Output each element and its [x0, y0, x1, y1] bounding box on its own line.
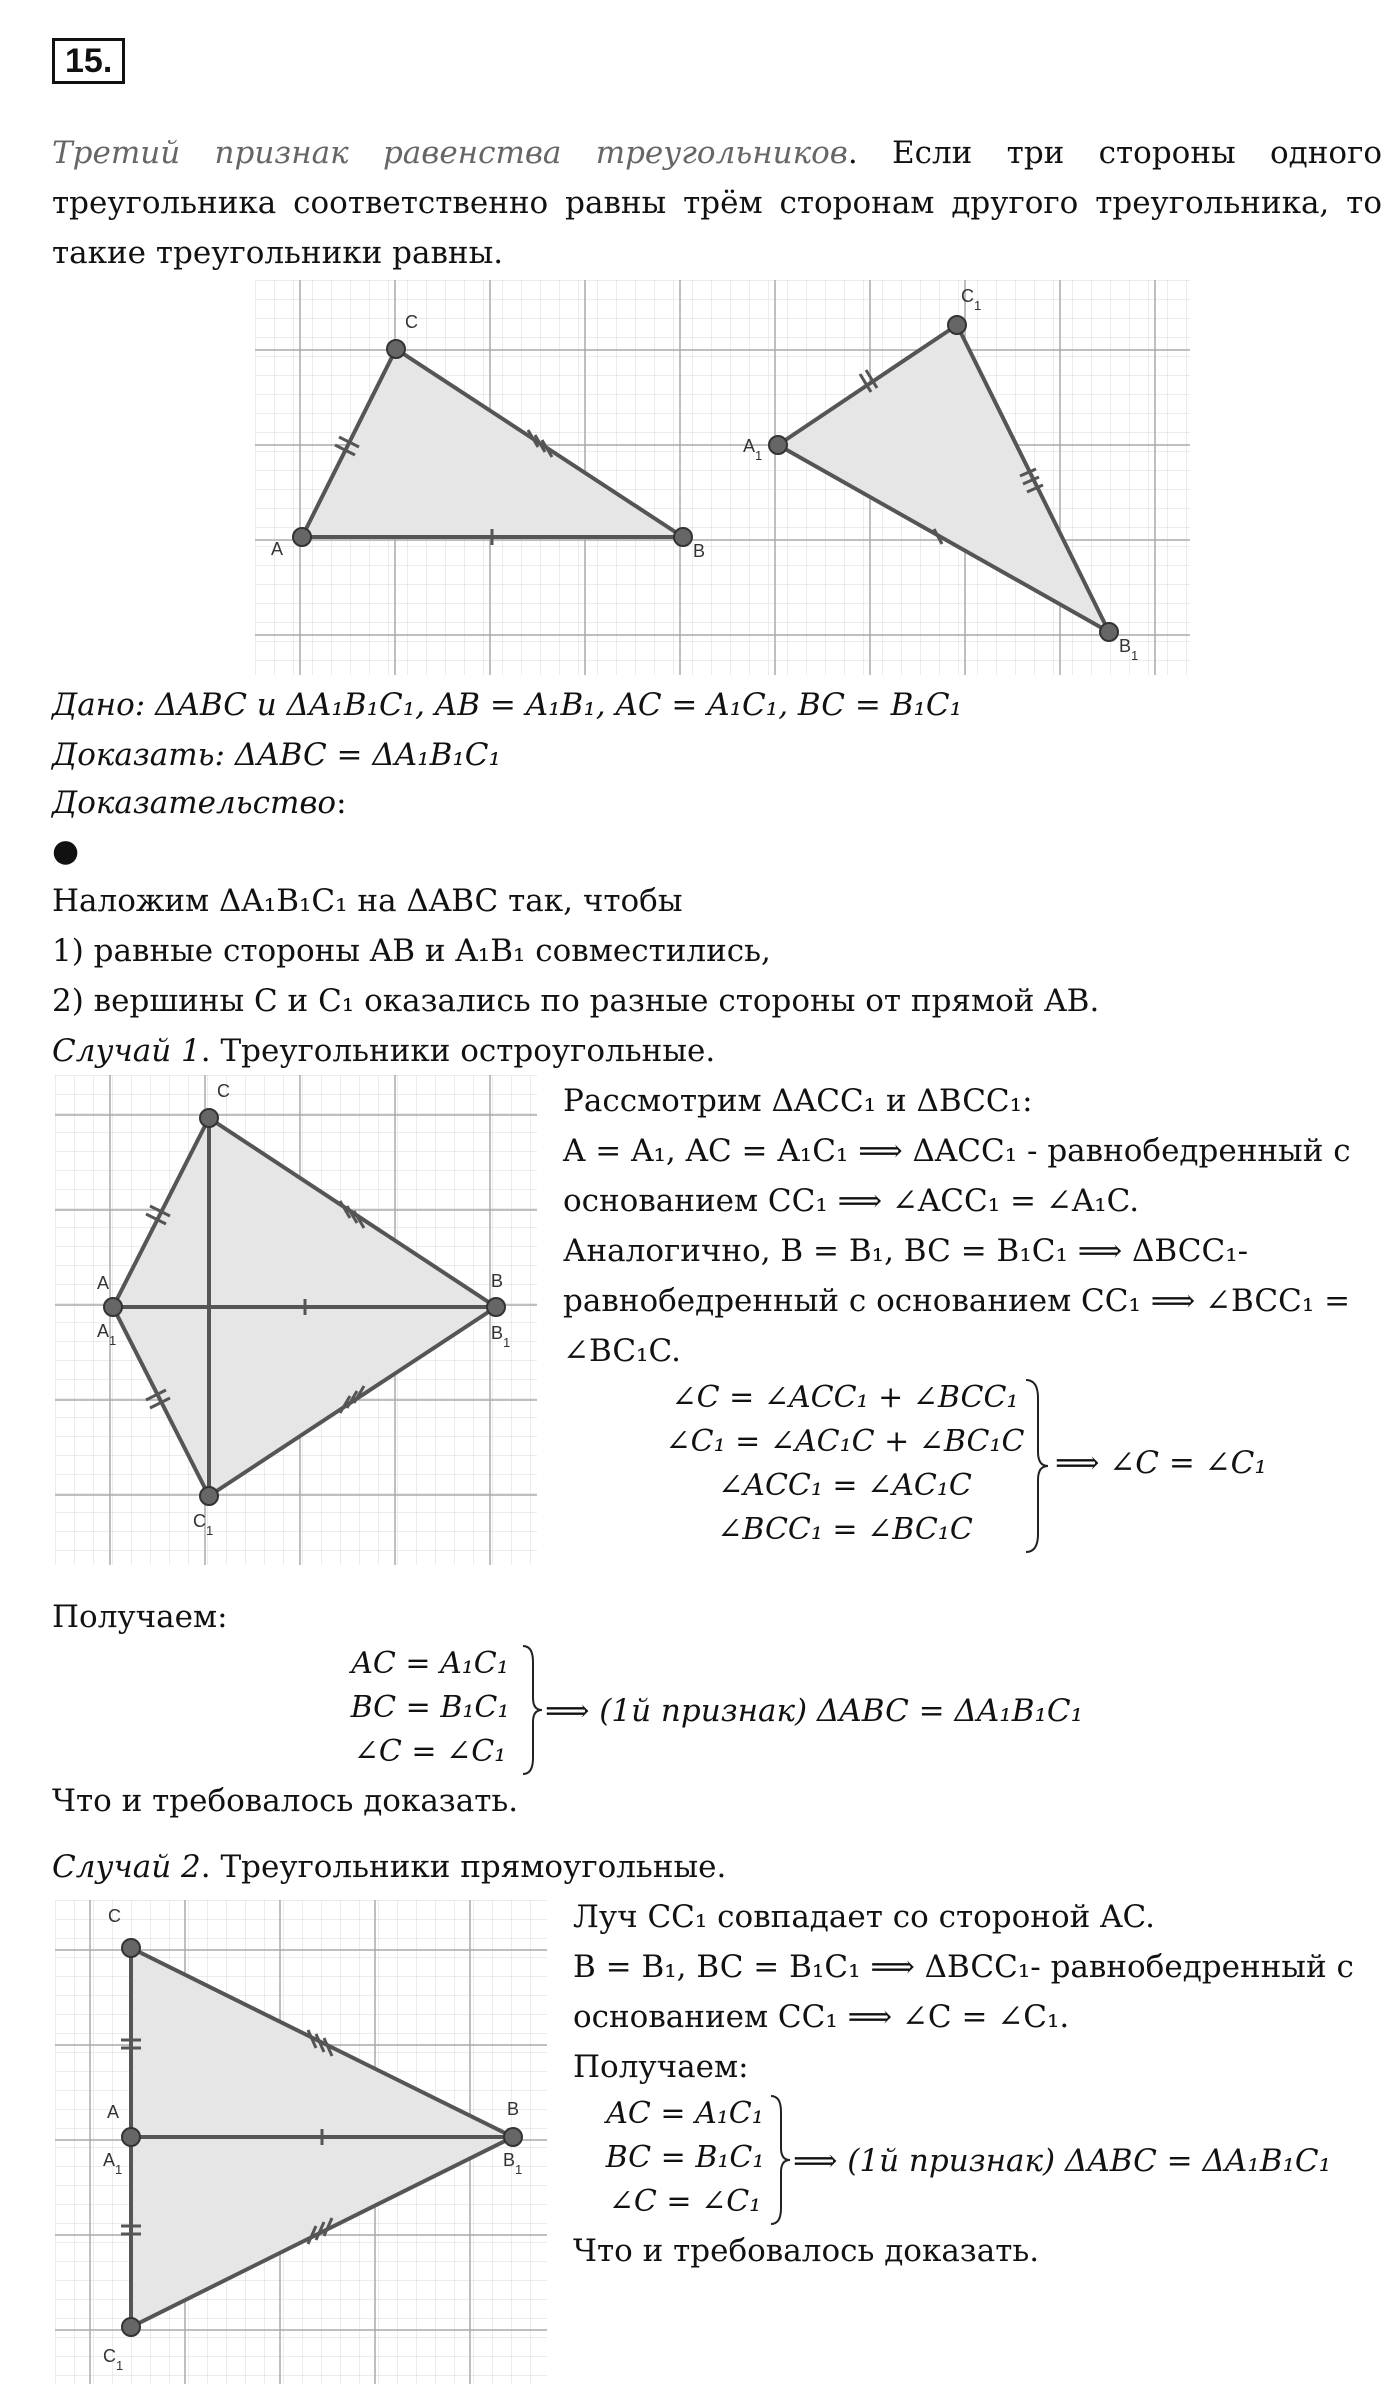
- case1-line-2: основанием CC₁ ⟹ ∠ACC₁ = ∠A₁C.: [563, 1183, 1140, 1219]
- case2-end: Что и требовалось доказать.: [573, 2233, 1040, 2269]
- proof-colon: :: [336, 785, 347, 821]
- conclusion1-brace: [520, 1644, 546, 1776]
- case2-system-row: AC = A₁C₁: [606, 2096, 764, 2131]
- given-text: : ΔABC и ΔA₁B₁C₁, AB = A₁B₁, AC = A₁C₁, BC = B₁C₁: [134, 687, 963, 723]
- case2-subtitle: . Треугольники прямоугольные.: [200, 1849, 727, 1885]
- conclusion1-result: ⟹ (1й признак) ΔABC = ΔA₁B₁C₁: [545, 1693, 1084, 1729]
- label-B: B: [693, 541, 706, 561]
- case1-subtitle: . Треугольники остроугольные.: [200, 1033, 716, 1069]
- given-label: Дано: [52, 687, 135, 723]
- figure-case2: [55, 1900, 547, 2384]
- case2-line-2: основанием CC₁ ⟹ ∠C = ∠C₁.: [573, 1999, 1070, 2035]
- label-B1: $B_1$: [1119, 636, 1139, 663]
- case1-label-C1: $C_1$: [193, 1511, 214, 1538]
- label-A1: $A_1$: [743, 436, 763, 463]
- case1-line-1: A = A₁, AC = A₁C₁ ⟹ ΔACC₁ - равнобедренный с: [563, 1133, 1351, 1169]
- case1-brace: [1022, 1378, 1052, 1554]
- conclusion1-lead: Получаем:: [52, 1599, 228, 1635]
- case1-system-row: ∠BCC₁ = ∠BC₁C: [717, 1512, 973, 1547]
- case2-label-C1: $C_1$: [103, 2346, 124, 2373]
- case1-label-B1: $B_1$: [491, 1323, 511, 1350]
- figure-case1: [55, 1075, 537, 1565]
- label-C1: $C_1$: [961, 286, 982, 313]
- label-A: A: [271, 539, 284, 559]
- case1-system-row: ∠ACC₁ = ∠AC₁C: [718, 1468, 972, 1503]
- conclusion1-system-row: AC = A₁C₁: [351, 1646, 509, 1681]
- case1-label-A1: $A_1$: [97, 1321, 117, 1348]
- case1-line-0: Рассмотрим ΔACC₁ и ΔBCC₁:: [563, 1083, 1033, 1119]
- given-line: [52, 680, 962, 730]
- theorem-paragraph: [52, 128, 1382, 278]
- case2-heading: [52, 1842, 726, 1892]
- case1-system-row: ∠C₁ = ∠AC₁C + ∠BC₁C: [665, 1424, 1025, 1459]
- conclusion1-system-row: BC = B₁C₁: [350, 1690, 510, 1725]
- conclusion1-system: [330, 1642, 530, 1774]
- problem-number: 15.: [52, 38, 125, 84]
- case2-label-B: B: [507, 2099, 520, 2119]
- case2-label-A1: $A_1$: [103, 2150, 123, 2177]
- conclusion1-end: Что и требовалось доказать.: [52, 1783, 519, 1819]
- case1-line-5: ∠BC₁C.: [563, 1333, 681, 1369]
- case2-line-0: Луч CC₁ совпадает со стороной AC.: [573, 1899, 1155, 1935]
- case2-title: Случай 2: [52, 1849, 201, 1885]
- case2-system-row: BC = B₁C₁: [605, 2140, 765, 2175]
- case1-title: Случай 1: [52, 1033, 201, 1069]
- case2-result: ⟹ (1й признак) ΔABC = ΔA₁B₁C₁: [793, 2143, 1332, 2179]
- figure-two-triangles: [255, 280, 1190, 675]
- case1-heading: [52, 1026, 715, 1076]
- case1-system-result: ⟹ ∠C = ∠C₁: [1055, 1445, 1267, 1481]
- case2-label-C: C: [108, 1906, 121, 1926]
- case2-label-A: A: [107, 2102, 120, 2122]
- proof-label: Доказательство: [52, 785, 337, 821]
- conclusion1-system-row: ∠C = ∠C₁: [353, 1734, 507, 1769]
- theorem-title: Третий признак равенства треугольников: [52, 135, 848, 171]
- proof-line: [52, 778, 347, 828]
- prove-text: : ΔABC = ΔA₁B₁C₁: [214, 737, 501, 773]
- step-line-3: 2) вершины C и C₁ оказались по разные стороны от прямой AB.: [52, 983, 1100, 1019]
- case2-line-3: Получаем:: [573, 2049, 749, 2085]
- prove-line: [52, 730, 501, 780]
- case2-brace: [768, 2094, 794, 2226]
- case1-system-row: ∠C = ∠ACC₁ + ∠BCC₁: [671, 1380, 1019, 1415]
- case1-label-C: C: [217, 1081, 230, 1101]
- theorem-text: . Если три стороны одного треугольника соответственно равны трём сторонам другого треугольника, то такие треугольники равны.: [52, 135, 1382, 271]
- case2-label-B1: $B_1$: [503, 2150, 523, 2177]
- case1-label-A: A: [97, 1273, 110, 1293]
- case2-system: [595, 2092, 775, 2224]
- label-C: C: [405, 312, 418, 332]
- step-line-2: 1) равные стороны AB и A₁B₁ совместились,: [52, 933, 771, 969]
- case1-line-4: равнобедренный с основанием CC₁ ⟹ ∠BCC₁ =: [563, 1283, 1351, 1319]
- case1-system: [660, 1376, 1030, 1552]
- case2-system-row: ∠C = ∠C₁: [608, 2184, 762, 2219]
- case1-line-3: Аналогично, B = B₁, BC = B₁C₁ ⟹ ΔBCC₁-: [563, 1233, 1249, 1269]
- case1-label-B: B: [491, 1271, 504, 1291]
- case2-line-1: B = B₁, BC = B₁C₁ ⟹ ΔBCC₁- равнобедренный с: [573, 1949, 1354, 1985]
- bullet: ●: [52, 833, 80, 869]
- prove-label: Доказать: [52, 737, 215, 773]
- step-line-1: Наложим ΔA₁B₁C₁ на ΔABC так, чтобы: [52, 883, 683, 919]
